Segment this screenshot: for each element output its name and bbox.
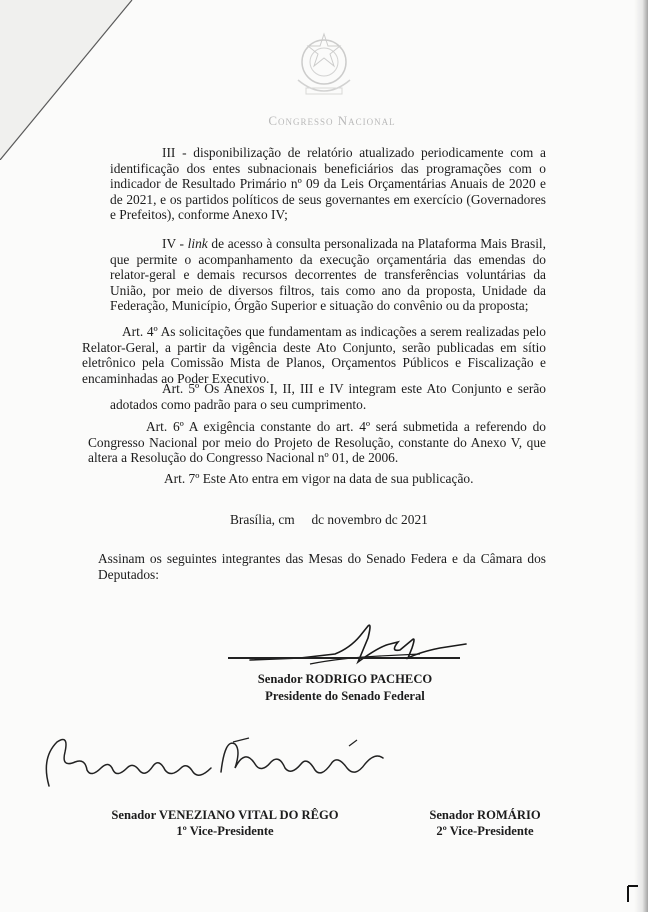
signatory-role-veneziano: 1º Vice-Presidente — [176, 824, 274, 838]
page-corner-mark — [626, 884, 640, 904]
article-7-paragraph: Art. 7º Este Ato entra em vigor na data de sua publicação. — [164, 471, 474, 486]
item-iv-text: de acesso à consulta personalizada na Plataforma Mais Brasil, que permite o acompanhamento da execução orçamentária das emendas do relator-geral e demais recursos decorrentes de transferências voluntárias da União, por meio de diversos filtros, tais como ano da proposta, Unidade da Federação, Município, Órgão Superior e situação do convênio ou da proposta; — [110, 236, 546, 314]
handwritten-signature-veneziano — [35, 728, 390, 798]
page-edge-shadow — [634, 0, 648, 912]
header-title: Congresso Nacional — [268, 113, 396, 128]
item-iii-paragraph: III - disponibilização de relatório atualizado periodicamente com a identificação dos entes subnacionais beneficiários das programações com o indicador de Resultado Primário nº 09 da Leis Orçamentárias Anuais de 2020 e de 2021, e os partidos políticos de seus governantes em exercício (Governadores e Prefeitos), conforme Anexo IV; — [110, 145, 546, 223]
signatory-name-veneziano: Senador VENEZIANO VITAL DO RÊGO — [111, 808, 339, 822]
signatories-intro: Assinam os seguintes integrantes das Mesas do Senado Federa e da Câmara dos Deputados: — [98, 551, 546, 582]
signature-line-pacheco — [228, 657, 460, 659]
article-5-paragraph: Art. 5º Os Anexos I, II, III e IV integram este Ato Conjunto e serão adotados como padrão para o seu cumprimento. — [110, 381, 546, 412]
folded-corner-shadow — [0, 0, 140, 160]
article-4-paragraph: Art. 4º As solicitações que fundamentam as indicações a serem realizadas pelo Relator-Geral, a partir da vigência deste Ato Conjunto, serão publicadas em sítio eletrônico pela Comissão Mista de Planos, Orçamentos Públicos e Fiscalização e encaminhadas ao Poder Executivo. — [82, 324, 546, 386]
signatory-name-romario: Senador ROMÁRIO — [429, 808, 541, 822]
brasao-republica-icon — [288, 28, 360, 104]
handwritten-signature-pacheco — [240, 618, 470, 674]
signatory-name-pacheco: Senador RODRIGO PACHECO — [257, 672, 433, 686]
signatory-role-pacheco: Presidente do Senado Federal — [265, 689, 425, 703]
item-iv-link-word: link — [187, 236, 208, 251]
date-line: Brasília, cm dc novembro dc 2021 — [230, 512, 428, 527]
article-6-paragraph: Art. 6º A exigência constante do art. 4º será submetida a referendo do Congresso Nacional por meio do Projeto de Resolução, constante do Anexo V, que altera a Resolução do Congresso Nacional nº 01, de 2006. — [88, 419, 546, 466]
item-iv-paragraph — [110, 236, 546, 314]
item-iv-prefix: IV - — [162, 236, 188, 251]
signatory-role-romario: 2º Vice-Presidente — [436, 824, 534, 838]
